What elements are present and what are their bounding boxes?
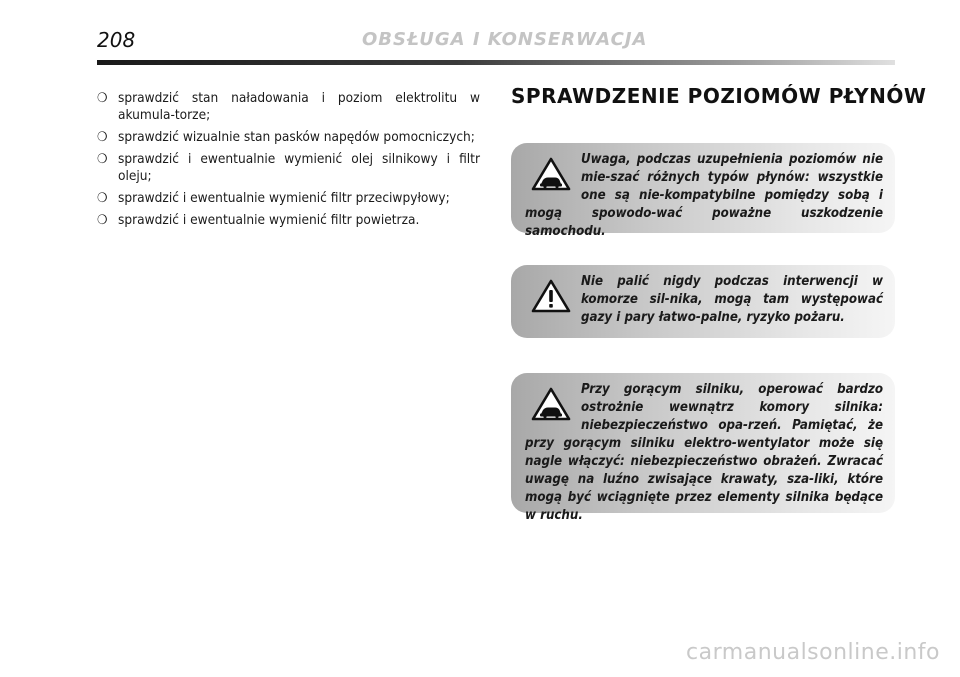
circle-bullet-icon: ❍	[97, 191, 108, 206]
section-title: SPRAWDZENIE POZIOMÓW PŁYNÓW	[511, 84, 927, 108]
circle-bullet-icon: ❍	[97, 130, 108, 145]
list-item	[97, 151, 480, 185]
warning-text: Uwaga, podczas uzupełnienia poziomów nie mie-szać różnych typów płynów: wszystkie one są nie-kompatybilne pomiędzy sobą i mogą spowodo-wać poważne uszkodzenie samochodu.	[525, 152, 883, 239]
warning-box	[511, 143, 895, 239]
list-item-text: sprawdzić stan naładowania i poziom elektrolitu w akumula-torze;	[118, 90, 480, 123]
warning-box	[511, 373, 895, 523]
warning-text: Nie palić nigdy podczas interwencji w komorze sil-nika, mogą tam występować gazy i pary łatwo-palne, ryzyko pożaru.	[581, 274, 883, 325]
circle-bullet-icon: ❍	[97, 152, 108, 167]
list-item-text: sprawdzić i ewentualnie wymienić filtr przeciwpyłowy;	[118, 190, 450, 206]
maintenance-checklist	[97, 90, 480, 234]
header-rule	[97, 60, 895, 65]
list-item-text: sprawdzić i ewentualnie wymienić filtr powietrza.	[118, 212, 420, 228]
car-warning-icon	[531, 387, 571, 421]
circle-bullet-icon: ❍	[97, 213, 108, 228]
warning-box	[511, 265, 895, 338]
list-item-text: sprawdzić wizualnie stan pasków napędów pomocniczych;	[118, 129, 475, 145]
section-header: OBSŁUGA I KONSERWACJA	[362, 29, 648, 50]
circle-bullet-icon: ❍	[97, 91, 108, 106]
page-number: 208	[97, 28, 136, 52]
list-item	[97, 212, 480, 229]
list-item	[97, 90, 480, 124]
car-warning-icon	[531, 157, 571, 191]
bullet-list	[97, 90, 480, 229]
warning-text: Przy gorącym silniku, operować bardzo ostrożnie wewnątrz komory silnika: niebezpieczeństwo opa-rzeń. Pamiętać, że przy gorącym silniku elektro-wentylator może się nagle włączyć: niebezpieczeństwo obrażeń. Zwracać uwagę na luźno zwisające krawaty, sza-liki, które mogą być wciągnięte przez elementy silnika będące w ruchu.	[525, 382, 883, 523]
danger-exclamation-icon	[531, 279, 571, 313]
list-item	[97, 129, 480, 146]
watermark: carmanualsonline.info	[686, 640, 940, 665]
list-item-text: sprawdzić i ewentualnie wymienić olej silnikowy i filtr oleju;	[118, 151, 480, 184]
fluid-levels-section	[511, 84, 927, 108]
list-item	[97, 190, 480, 207]
